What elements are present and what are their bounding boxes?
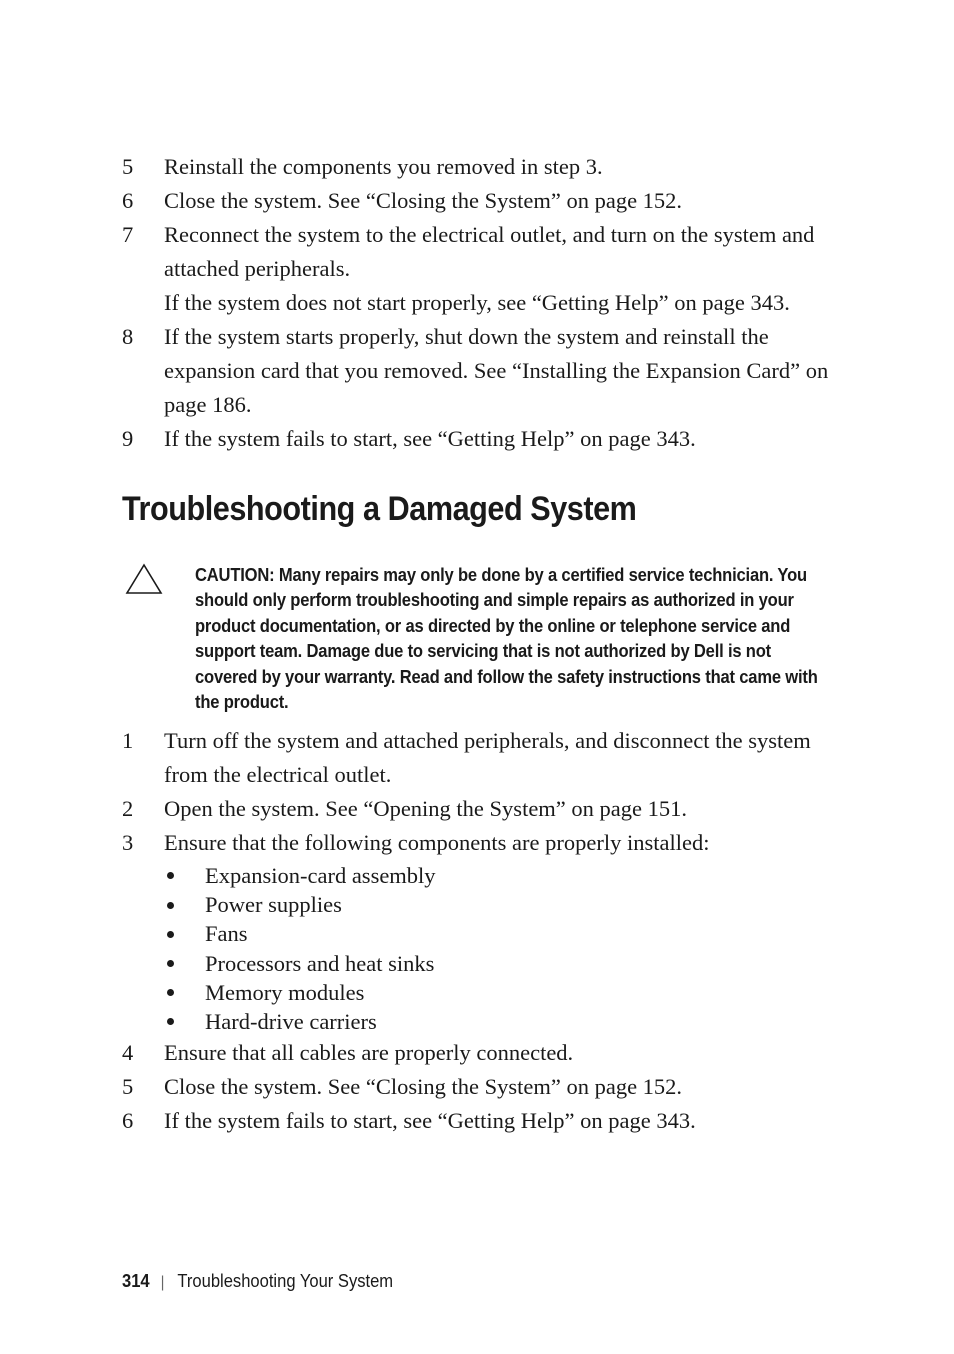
step-number: 4 [122,1040,134,1066]
step-number: 7 [122,222,134,247]
page-number: 314 [122,1271,150,1291]
bullet-icon [164,861,205,890]
component-item: Processors and heat sinks [164,949,842,978]
bottom-step-list [122,724,842,1138]
caution-icon [125,563,163,595]
step-item [122,150,842,184]
bullet-icon [164,890,205,919]
step-item [122,724,842,792]
step-text: Open the system. See “Opening the System” on page 151. [164,796,688,821]
component-item: Memory modules [164,978,842,1007]
section-title: Troubleshooting a Damaged System [122,490,637,528]
step-number: 3 [122,830,134,855]
step-text: If the system fails to start, see “Getting Help” on page 343. [164,1108,696,1134]
step-item [122,826,842,1036]
step-text: If the system starts properly, shut down the system and reinstall the expansion card that you removed. See “Installing the Expansion Card” on page 186. [164,324,829,417]
step-text: Ensure that the following components are properly installed: [164,830,710,855]
step-number: 1 [122,728,134,753]
bullet-icon [164,1007,205,1036]
step-text: Reconnect the system to the electrical outlet, and turn on the system and attached peripherals. [164,222,815,281]
component-item: Power supplies [164,890,842,919]
chapter-title: Troubleshooting Your System [177,1271,394,1291]
caution-notice: CAUTION: Many repairs may only be done by a certified service technician. You should only perform troubleshooting and simple repairs as authorized in your product documentation, or as directed by the online or telephone service and support team. Damage due to servicing that is not authorized by Dell is not covered by your warranty. Read and follow the safety instructions that came with the product. [195,565,818,713]
step-text: Close the system. See “Closing the System” on page 152. [164,188,683,213]
step-text: Close the system. See “Closing the System” on page 152. [164,1074,683,1100]
footer-separator: | [160,1274,165,1291]
component-item: Hard-drive carriers [164,1007,842,1036]
step-text: Ensure that all cables are properly connected. [164,1040,574,1066]
step-item [122,184,842,218]
bullet-icon [164,978,205,1007]
step-number: 6 [122,188,134,213]
bullet-icon [164,919,205,948]
step-item [122,1070,842,1104]
step-text: Reinstall the components you removed in step 3. [164,154,603,179]
step-number: 6 [122,1108,134,1134]
step-number: 9 [122,426,134,451]
step-number: 5 [122,154,134,179]
step-note: If the system does not start properly, see “Getting Help” on page 343. [164,290,790,315]
step-number: 5 [122,1074,134,1100]
step-item [122,1036,842,1070]
step-text: If the system fails to start, see “Getting Help” on page 343. [164,426,696,451]
step-item [122,792,842,826]
step-number: 2 [122,796,134,821]
step-item [122,320,842,422]
bullet-icon [164,949,205,978]
component-list [164,861,842,1036]
step-item [122,218,842,320]
step-text: Turn off the system and attached peripherals, and disconnect the system from the electrical outlet. [164,728,811,787]
component-item: Fans [164,919,842,948]
step-number: 8 [122,324,134,349]
component-item: Expansion-card assembly [164,861,842,890]
top-step-list [122,150,842,456]
page-footer [122,1271,393,1292]
step-item [122,422,842,456]
step-item [122,1104,842,1138]
